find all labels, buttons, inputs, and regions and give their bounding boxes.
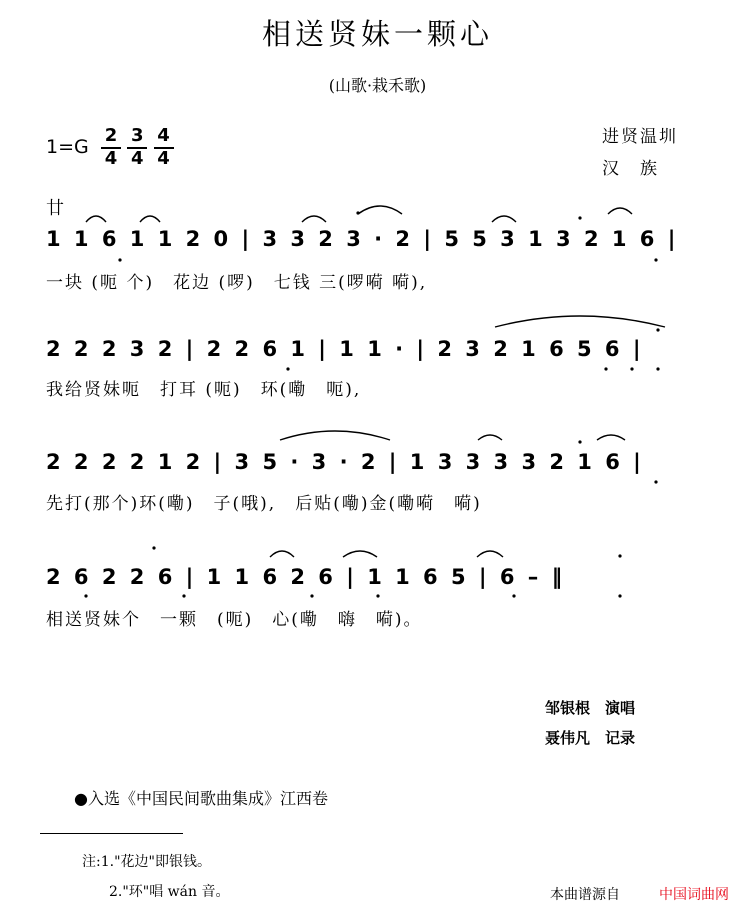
song-title: 相送贤妹一颗心: [261, 17, 493, 51]
notation-line-4: 2 6 2 2 6 | 1 1 6 2 6 | 1 1 6 5 | 6 – ‖: [46, 565, 566, 589]
credit-singer: 邹银根 演唱: [545, 699, 636, 717]
footer-source-label: 本曲谱源自: [550, 887, 620, 903]
credit-recorder: 聂伟凡 记录: [545, 729, 636, 747]
octave-dot: [654, 480, 657, 483]
octave-dot: [286, 367, 289, 370]
slur: [478, 435, 502, 440]
octave-dot: [618, 594, 621, 597]
slur: [477, 551, 503, 557]
meter-4-4: $\frac{4}{4}$: [154, 126, 174, 169]
slur: [302, 216, 326, 222]
footnote-2: 2."环"唱 wán 音。: [109, 884, 230, 900]
octave-dot: [118, 258, 121, 261]
origin-place: 进贤温圳: [602, 127, 678, 147]
footer-site-link[interactable]: 中国词曲网: [659, 887, 729, 903]
meter-3-4: $\frac{3}{4}$: [127, 126, 147, 169]
slur: [343, 551, 377, 557]
song-subtitle: (山歌·栽禾歌): [328, 76, 427, 95]
slur: [140, 216, 160, 222]
fermata-dot: [656, 328, 659, 331]
lyrics-line-2: 我给贤妹呃 打耳 (呃) 环(嘞 呃),: [46, 380, 362, 400]
lyrics-line-4: 相送贤妹个 一颗 (呃) 心(嘞 嗨 嗬)。: [46, 610, 423, 630]
slur: [270, 551, 294, 557]
slur: [495, 316, 665, 327]
free-tempo-mark: 廿: [46, 198, 64, 219]
meter-2-4: $\frac{2}{4}$: [101, 126, 121, 169]
fermata-dot: [356, 211, 359, 214]
footnote-1: 注:1."花边"即银钱。: [82, 854, 211, 870]
octave-dot: [512, 594, 515, 597]
fermata-dot: [578, 440, 581, 443]
octave-dot: [310, 594, 313, 597]
octave-dot: [376, 594, 379, 597]
fermata-dot: [578, 216, 581, 219]
slur: [608, 208, 632, 214]
footnote-rule: [40, 833, 183, 834]
octave-dot: [654, 258, 657, 261]
octave-dot: [630, 367, 633, 370]
octave-dot: [182, 594, 185, 597]
notation-line-2: 2 2 2 3 2 | 2 2 6 1 | 1 1 · | 2 3 2 1 6 5 6 |: [46, 337, 644, 361]
notation-line-1: 1 1 6 1 1 2 0 | 3 3 2 3 · 2 | 5 5 3 1 3 2 1 6 |: [46, 227, 679, 251]
fermata-dot: [152, 546, 155, 549]
slur: [86, 216, 106, 222]
octave-dot: [656, 367, 659, 370]
slur: [597, 435, 625, 440]
key-signature: 1=G: [46, 136, 89, 158]
octave-dot: [604, 367, 607, 370]
fermata-dot: [618, 554, 621, 557]
collection-source: ●入选《中国民间歌曲集成》江西卷: [74, 789, 328, 808]
slur: [492, 216, 516, 222]
origin-ethnicity: 汉 族: [602, 159, 659, 179]
notation-line-3: 2 2 2 2 1 2 | 3 5 · 3 · 2 | 1 3 3 3 3 2 1 6 |: [46, 450, 644, 474]
octave-dot: [84, 594, 87, 597]
slur: [358, 206, 402, 214]
lyrics-line-1: 一块 (呃 个) 花边 (啰) 七钱 三(啰嗬 嗬),: [46, 273, 428, 293]
slur: [280, 431, 390, 440]
lyrics-line-3: 先打(那个)环(嘞) 子(哦), 后贴(嘞)金(嘞嗬 嗬): [46, 494, 482, 514]
